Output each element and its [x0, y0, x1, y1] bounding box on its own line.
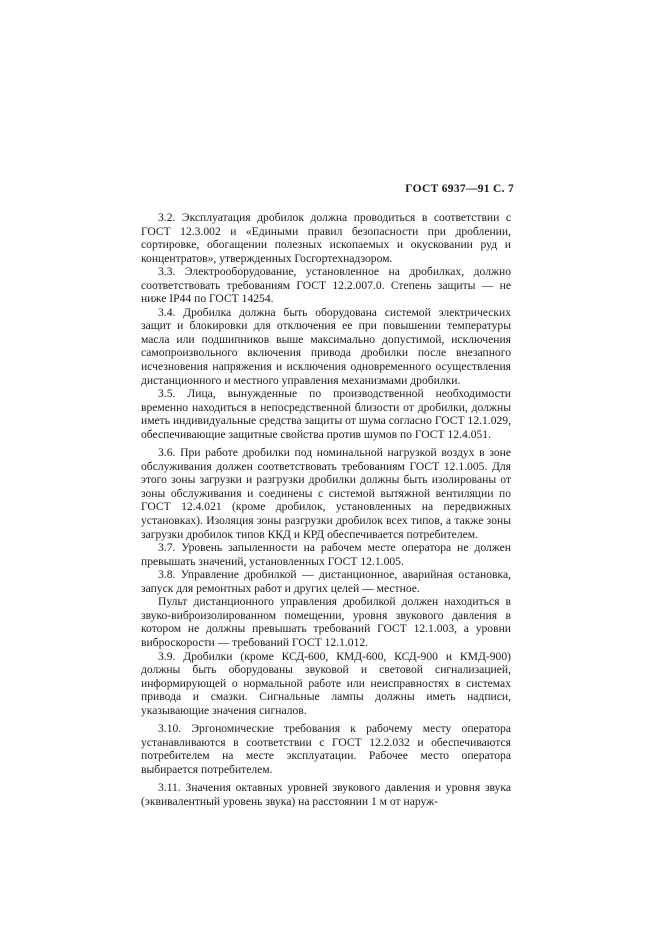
clause-3-8: 3.8. Управление дробилкой — дистанционное, аварийная остановка, запуск для ремонтных работ и других целей — местное. [141, 568, 511, 595]
running-header: ГОСТ 6937—91 С. 7 [405, 183, 514, 195]
clause-3-10: 3.10. Эргономические требования к рабочему месту оператора устанавливаются в соответствии с ГОСТ 12.2.032 и обеспечиваются потребителем на месте эксплуатации. Рабочее место оператора выбирается потребителем. [141, 722, 511, 776]
clause-3-2: 3.2. Эксплуатация дробилок должна проводиться в соответствии с ГОСТ 12.3.002 и «Едиными правил безопасности при дроблении, сортировке, обогащении полезных ископаемых и окусковании руд и концентратов», утвержденных Госгортехнадзором. [141, 211, 511, 265]
clause-3-8-continuation: Пульт дистанционного управления дробилкой должен находиться в звуко-виброизолированном помещении, уровня звукового давления в котором не должны превышать требований ГОСТ 12.1.003, а уровни виброскорости — требований ГОСТ 12.1.012. [141, 595, 511, 649]
clause-3-7: 3.7. Уровень запыленности на рабочем месте оператора не должен превышать значений, установленных ГОСТ 12.1.005. [141, 541, 511, 568]
document-body [141, 211, 511, 809]
clause-3-3: 3.3. Электрооборудование, установленное на дробилках, должно соответствовать требованиям ГОСТ 12.2.007.0. Степень защиты — не ниже IP44 по ГОСТ 14254. [141, 265, 511, 306]
clause-3-5: 3.5. Лица, вынужденные по производственной необходимости временно находиться в непосредственной близости от дробилки, должны иметь индивидуальные средства защиты от шума согласно ГОСТ 12.1.029, обеспечивающие защитные свойства против шумов по ГОСТ 12.4.051. [141, 387, 511, 441]
clause-3-9: 3.9. Дробилки (кроме КСД-600, КМД-600, КСД-900 и КМД-900) должны быть оборудованы звуковой и световой сигнализацией, информирующей о нормальной работе или неисправностях в системах привода и смазки. Сигнальные лампы должны иметь надписи, указывающие значения сигналов. [141, 649, 511, 717]
clause-3-11: 3.11. Значения октавных уровней звукового давления и уровня звука (эквивалентный уровень звука) на расстоянии 1 м от наруж- [141, 781, 511, 808]
clause-3-6: 3.6. При работе дробилки под номинальной нагрузкой воздух в зоне обслуживания должен соответствовать требованиям ГОСТ 12.1.005. Для этого зоны загрузки и разгрузки дробилки должны быть изолированы от зоны обслуживания и соединены с системой вытяжной вентиляции по ГОСТ 12.4.021 (кроме дробилок, установленных на передвижных установках). Изоляция зоны разгрузки дробилок всех типов, а также зоны загрузки дробилок типов ККД и КРД обеспечивается потребителем. [141, 446, 511, 541]
clause-3-4: 3.4. Дробилка должна быть оборудована системой электрических защит и блокировки для отключения ее при повышении температуры масла или подшипников выше максимально допустимой, исключения самопроизвольного включения привода дробилки после внезапного исчезновения напряжения и исключения одновременного осуществления дистанционного и местного управления механизмами дробилки. [141, 305, 511, 387]
